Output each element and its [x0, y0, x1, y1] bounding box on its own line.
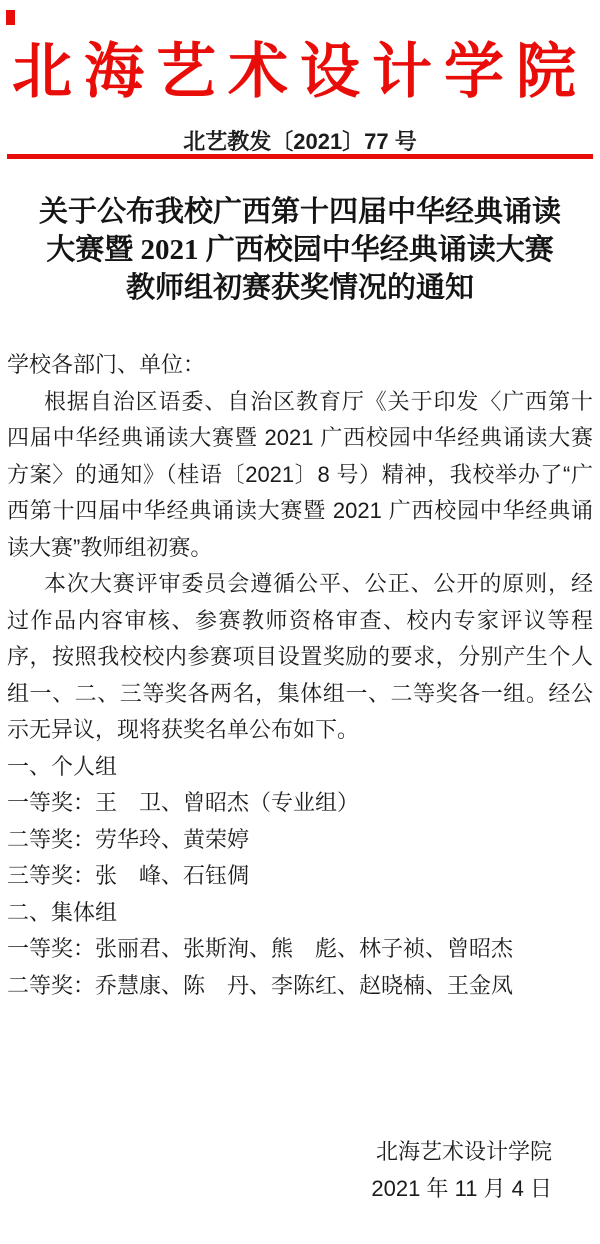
- letterhead-divider-rule: [7, 154, 593, 159]
- award-section-heading-group: 二、集体组: [7, 899, 118, 925]
- corner-red-mark: [6, 10, 15, 25]
- document-number: 北艺教发〔2021〕77 号: [183, 129, 417, 154]
- document-body: [7, 347, 593, 1004]
- award-item-individual-first-prize: 一等奖：王 卫、曾昭杰（专业组）: [7, 790, 360, 815]
- salutation-line: 学校各部门、单位：: [7, 352, 206, 377]
- award-item-group-first-prize: 一等奖：张丽君、张斯洵、熊 彪、林子祯、曾昭杰: [7, 936, 514, 961]
- award-section-heading-individual: 一、个人组: [7, 753, 118, 779]
- body-paragraph-1: 根据自治区语委、自治区教育厅《关于印发〈广西第十四届中华经典诵读大赛暨 2021 广西校园中华经典诵读大赛方案〉的通知》（桂语〔2021〕8 号）精神，我校举办了“广西第十四届中华经典诵读大赛暨 2021 广西校园中华经典诵读大赛”教师组初赛。: [7, 388, 593, 560]
- document-footer: [0, 1133, 600, 1207]
- award-item-individual-third-prize: 三等奖：张 峰、石钰倜: [7, 863, 250, 888]
- signature-date: 2021 年 11 月 4 日: [371, 1176, 552, 1201]
- letterhead-school-name: 北海艺术设计学院: [12, 39, 588, 105]
- award-item-group-second-prize: 二等奖：乔慧康、陈 丹、李陈红、赵晓楠、王金凤: [7, 972, 514, 998]
- title-line-3: 教师组初赛获奖情况的通知: [125, 272, 474, 304]
- title-line-2: 大赛暨 2021 广西校园中华经典诵读大赛: [46, 234, 554, 266]
- body-paragraph-2: 本次大赛评审委员会遵循公平、公正、公开的原则，经过作品内容审核、参赛教师资格审查、校内专家评议等程序，按照我校校内参赛项目设置奖励的要求，分别产生个人组一、二、三等奖各两名，集体组一、二等奖各一组。经公示无异议，现将获奖名单公布如下。: [7, 571, 593, 742]
- signature-school-name: 北海艺术设计学院: [375, 1139, 552, 1164]
- title-line-1: 关于公布我校广西第十四届中华经典诵读: [38, 196, 561, 228]
- award-item-individual-second-prize: 二等奖：劳华玲、黄荣婷: [7, 826, 250, 852]
- document-title: [0, 193, 600, 307]
